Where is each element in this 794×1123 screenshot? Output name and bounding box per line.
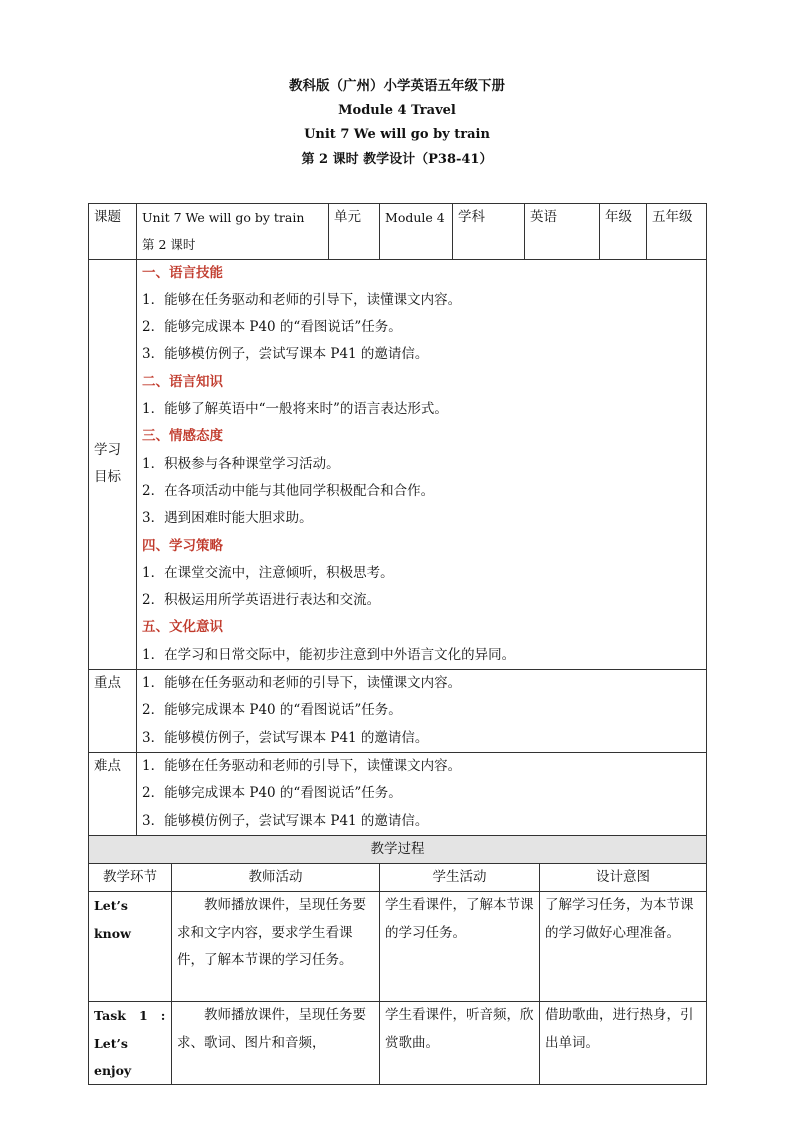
process-title-row bbox=[89, 835, 707, 863]
goal-item: 1．能够在任务驱动和老师的引导下，读懂课文内容。 bbox=[142, 291, 462, 308]
unit-value: Module 4 bbox=[380, 204, 453, 260]
process-header-teacher: 教师活动 bbox=[172, 864, 380, 892]
goal-item: 3．遇到困难时能大胆求助。 bbox=[142, 510, 313, 527]
key-points-label: 重点 bbox=[89, 670, 137, 753]
process-student-activity: 学生看课件，了解本节课的学习任务。 bbox=[380, 892, 540, 1002]
key-points-content bbox=[137, 670, 707, 753]
goal-item: 2．能够完成课本 P40 的“看图说话”任务。 bbox=[142, 319, 402, 336]
goals-heading-knowledge: 二、语言知识 bbox=[142, 373, 223, 390]
process-stage bbox=[89, 1002, 172, 1085]
topic-label: 课题 bbox=[89, 204, 137, 260]
process-header-student: 学生活动 bbox=[380, 864, 540, 892]
goals-heading-skills: 一、语言技能 bbox=[142, 264, 223, 281]
process-design-intent: 了解学习任务，为本节课的学习做好心理准备。 bbox=[540, 892, 707, 1002]
lesson-plan-table bbox=[88, 203, 707, 1085]
grade-value: 五年级 bbox=[647, 204, 707, 260]
goals-label-line-2: 目标 bbox=[94, 469, 121, 486]
goals-label-line-1: 学习 bbox=[94, 442, 121, 459]
difficult-points-content bbox=[137, 752, 707, 835]
process-header-row bbox=[89, 864, 707, 892]
goals-heading-culture: 五、文化意识 bbox=[142, 619, 223, 636]
key-point-item: 1．能够在任务驱动和老师的引导下，读懂课文内容。 bbox=[142, 675, 462, 692]
process-teacher-activity: 教师播放课件，呈现任务要求、歌词、图片和音频， bbox=[172, 1002, 380, 1085]
process-stage: Let’s know bbox=[89, 892, 172, 1002]
header-line-1: 教科版（广州）小学英语五年级下册 bbox=[289, 78, 505, 94]
grade-label: 年级 bbox=[600, 204, 647, 260]
goal-item: 3．能够模仿例子，尝试写课本 P41 的邀请信。 bbox=[142, 346, 429, 363]
goal-item: 2．积极运用所学英语进行表达和交流。 bbox=[142, 592, 381, 609]
topic-value bbox=[137, 204, 329, 260]
header-line-3: Unit 7 We will go by train bbox=[304, 127, 490, 142]
key-point-item: 2．能够完成课本 P40 的“看图说话”任务。 bbox=[142, 702, 402, 719]
process-stage-line-1: Task 1 : bbox=[94, 1008, 166, 1024]
process-title: 教学过程 bbox=[89, 835, 707, 863]
goal-item: 1．在学习和日常交际中，能初步注意到中外语言文化的异同。 bbox=[142, 646, 516, 663]
subject-label: 学科 bbox=[453, 204, 525, 260]
goals-row bbox=[89, 259, 707, 669]
difficult-point-item: 1．能够在任务驱动和老师的引导下，读懂课文内容。 bbox=[142, 757, 462, 774]
goal-item: 1．能够了解英语中“一般将来时”的语言表达形式。 bbox=[142, 401, 448, 418]
unit-label: 单元 bbox=[329, 204, 380, 260]
header-line-2: Module 4 Travel bbox=[338, 102, 456, 118]
process-design-intent: 借助歌曲，进行热身，引出单词。 bbox=[540, 1002, 707, 1085]
goals-heading-attitude: 三、情感态度 bbox=[142, 428, 223, 445]
document-header bbox=[0, 74, 794, 172]
process-row-task-1 bbox=[89, 1002, 707, 1085]
process-student-activity: 学生看课件，听音频，欣赏歌曲。 bbox=[380, 1002, 540, 1085]
info-row bbox=[89, 204, 707, 260]
goal-item: 1．积极参与各种课堂学习活动。 bbox=[142, 455, 340, 472]
process-header-intent: 设计意图 bbox=[540, 864, 707, 892]
goal-item: 2．在各项活动中能与其他同学积极配合和合作。 bbox=[142, 482, 435, 499]
process-stage-line-2: Let’s enjoy bbox=[94, 1035, 132, 1079]
topic-value-line-1: Unit 7 We will go by train bbox=[142, 210, 305, 225]
process-teacher-activity: 教师播放课件，呈现任务要求和文字内容，要求学生看课件，了解本节课的学习任务。 bbox=[172, 892, 380, 1002]
key-point-item: 3．能够模仿例子，尝试写课本 P41 的邀请信。 bbox=[142, 729, 429, 746]
key-points-row bbox=[89, 670, 707, 753]
header-line-4: 第 2 课时 教学设计（P38-41） bbox=[301, 151, 493, 167]
goals-heading-strategy: 四、学习策略 bbox=[142, 537, 223, 554]
process-row-lets-know bbox=[89, 892, 707, 1002]
goal-item: 1．在课堂交流中，注意倾听，积极思考。 bbox=[142, 564, 394, 581]
goals-label bbox=[89, 259, 137, 669]
topic-value-line-2: 第 2 课时 bbox=[142, 237, 196, 253]
difficult-points-row bbox=[89, 752, 707, 835]
subject-value: 英语 bbox=[525, 204, 600, 260]
difficult-point-item: 3．能够模仿例子，尝试写课本 P41 的邀请信。 bbox=[142, 812, 429, 829]
process-header-stage: 教学环节 bbox=[89, 864, 172, 892]
goals-content bbox=[137, 259, 707, 669]
difficult-point-item: 2．能够完成课本 P40 的“看图说话”任务。 bbox=[142, 785, 402, 802]
difficult-points-label: 难点 bbox=[89, 752, 137, 835]
